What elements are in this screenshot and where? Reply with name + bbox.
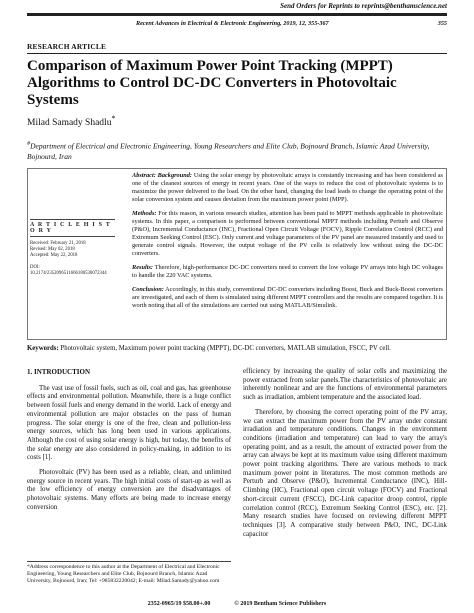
intro-paragraph-4: Therefore, by choosing the correct operating point of the PV array, we can extract the maximum power from the PV array under constant irradiation and temperature conditions. Changes in the environment conditions (irradiation and temperature) can lead to vary the array's operating point, and as a result, the amount of extracted power from the array can always be kept at its maximum value using different maximum power point tracking algorithms. There are various methods to track maximum power point in literatures. The most common methods are Perturb and Observe (P&O), Incremental Conductance (INC), Hill-Climbing (HC), Fractional open circuit voltage (FOCV) and Fractional short-circuit current (FSCC), DC-Link capacitor droop control, ripple correlation control (RCC), Extremum Seeking Control (ESC), etc. [2]. Many research studies have focused on reviewing different MPPT techniques [3]. A comparative study between P&O, INC, DC-Link capacitor [243,408,447,538]
article-title: Comparison of Maximum Power Point Tracking (MPPT) Algorithms to Control DC-DC Converters in Photovoltaic Systems [27,58,397,108]
author-name: Milad Samady Shadlu [27,118,112,129]
intro-paragraph-1: The vast use of fossil fuels, such as oil, coal and gas, has greenhouse effects and environmental pollution. Meanwhile, there is a huge conflict between fossil fuels and energy demand in the world. Lack of energy and environmental pollution are major obstacles on the pass of human progress. The solar energy is one of the free, clean and pollution-less energy sources, which has long been used in various applications. Although the cost of using solar energy is high, but today, the benefits of the solar energy are also considered in policy-making, in addition to its costs [1]. [27,384,231,462]
section-tag: RESEARCH ARTICLE [27,42,107,51]
doi-link[interactable]: 10.2174/2352096511666180530072344 [30,271,107,276]
results-label: Results: [132,264,153,271]
doi-label: DOI: [30,265,40,270]
issn-price: 2352-0965/19 $58.00+.00 [147,601,211,607]
intro-heading: 1. INTRODUCTION [27,368,91,376]
abstract [132,172,443,316]
conclusion-text: Accordingly, in this study, conventional DC-DC converters including Boost, Buck and Buck-Boost converters are investigated, and each of them is simulated using different MPPT controllers and the results are compared together. It is worth noting that all of the simulations are carried out using MATLAB/Simulink. [132,286,443,309]
accepted-date: Accepted: May 22, 2018 [30,253,78,258]
header-rule [27,13,447,16]
section-rule [27,53,447,54]
reprints-note: Send Orders for Reprints to reprints@benthamscience.net [280,2,447,10]
right-column [243,368,447,545]
copyright: © 2019 Bentham Science Publishers [234,601,327,607]
affiliation [27,139,447,162]
page-footer [27,601,447,607]
journal-citation: Recent Advances in Electrical & Electronic Engineering, 2019, 12, 355-367 [136,20,329,27]
background-text: Using the solar energy by photovoltaic arrays is constantly increasing and has been considered as one of the cleanest sources of energy in recent years. One of the ways to reduce the cost of photovoltaic systems is to maximize the power delivered to the load. On the other hand, changing the load leads to change the operating point of the solar conversion system and causes deviation from the maximum power point (MPP). [132,172,443,203]
keywords [27,344,447,353]
keywords-text: Photovoltaic system, Maximum power point tracking (MPPT), DC-DC converters, MATLAB simulation, FSCC, PV cell. [58,345,391,352]
keywords-label: Keywords: [27,345,59,352]
left-column [27,368,231,519]
author [27,114,115,128]
abstract-background [132,172,443,204]
methods-text: For this reason, in various research studies, attention has been paid to MPPT methods applicable in photovoltaic systems. In this paper, a comparison is performed between conventional MPPT methods including Perturb and Observe (P&O), Incremental Conductance (INC), Fractional Open Circuit Voltage (FOCV), Ripple Correlation Control (RCC) and Extremum Seeking Control (ESC). Only current and voltage parameters of the PV panel are measured instantly and used to generate control signals. However, the output voltage of the PV cells is relatively low without using the DC-DC converters. [132,210,443,257]
conclusion-label: Conclusion: [132,286,164,293]
affiliation-text: Department of Electrical and Electronic Engineering, Young Researchers and Elite Club, Bojnourd Branch, Islamic Azad University, Bojnourd, Iran [27,141,430,161]
received-date: Received: February 21, 2018 [30,241,86,246]
results-text: Therefore, high-performance DC-DC converters need to convert the low voltage PV arrays into high DC voltages to handle the 220 VAC systems. [132,264,443,279]
revised-date: Revised: May 02, 2018 [30,247,75,252]
history-heading: A R T I C L E H I S T O R Y [30,219,115,237]
page-number: 355 [437,20,447,27]
intro-paragraph-2: Photovoltaic (PV) has been used as a reliable, clean, and unlimited energy source in recent years. The high initial costs of start-up as well as the low efficiency of energy conversion are the disadvantages of photovoltaic systems. Many efforts are being made to increase energy conversion [27,469,231,511]
intro-paragraph-3: efficiency by increasing the quality of solar cells and maximizing the power extracted from solar panels.The characteristics of photovoltaic are inherently nonlinear and are the functions of environmental parameters such as irradiation, ambient temperature and the associated load. [243,368,447,402]
abstract-methods [132,210,443,258]
methods-label: Methods: [132,210,157,217]
journal-line [27,20,447,27]
article-history [30,219,115,277]
abstract-results [132,264,443,280]
abstract-conclusion [132,286,443,310]
background-label: Abstract: Background: [132,172,192,179]
correspondence-footnote: *Address correspondence to this author at the Department of Electrical and Electronic Engineering, Young Researchers and Elite Club, Bojnourd Branch, Islamic Azad University, Bojnourd, Iran; Tel: +985832220042; E-mail: Milad.Samady@yahoo.com [27,561,231,585]
affiliation-mark: # [27,140,31,147]
author-mark: * [111,114,116,123]
